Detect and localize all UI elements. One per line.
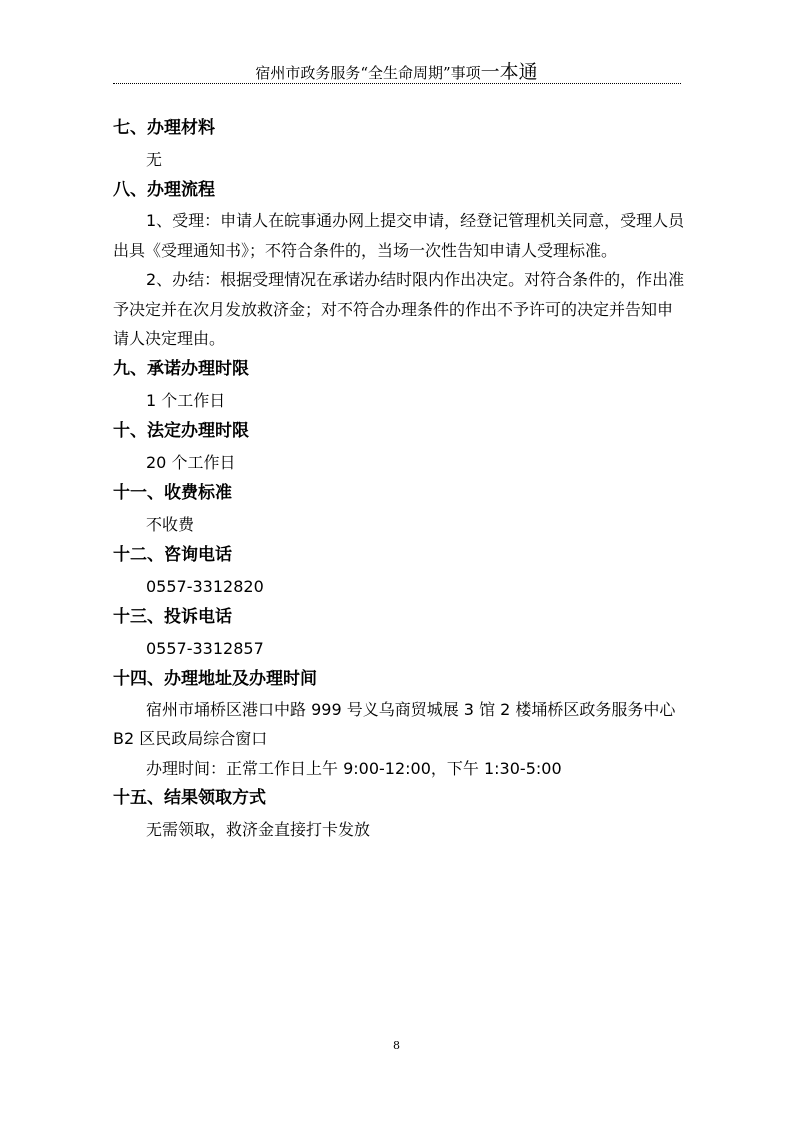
section-heading-promised-time: 九、承诺办理时限 [113,358,249,379]
legal-time-text: 20 个工作日 [146,452,236,472]
office-hours-text: 办理时间：正常工作日上午 9:00-12:00，下午 1:30-5:00 [146,758,562,778]
section-heading-materials: 七、办理材料 [113,118,215,138]
process-step-complete: 2、办结：根据受理情况在承诺办结时限内作出决定。对符合条件的，作出准予决定并在次月发放救济金；对不符合办理条件的作出不予许可的决定并告知申请人决定理由。 [113,270,685,348]
promised-time-text: 1 个工作日 [146,390,226,410]
materials-text: 无 [146,150,163,169]
section-heading-inquiry-phone: 十二、咨询电话 [113,544,232,565]
section-heading-result-collection: 十五、结果领取方式 [113,788,266,808]
header-rule [113,83,681,84]
address-text: 宿州市埇桥区港口中路 999 号义乌商贸城展 3 馆 2 楼埇桥区政务服务中心 B2 区民政局综合窗口 [113,699,676,748]
section-heading-address-hours: 十四、办理地址及办理时间 [113,668,317,689]
process-step-accept: 1、受理：申请人在皖事通办网上提交申请，经登记管理机关同意，受理人员出具《受理通知书》；不符合条件的，当场一次性告知申请人受理标准。 [113,211,685,260]
section-heading-process: 八、办理流程 [113,180,215,200]
header-title-suffix: 一本通 [480,61,538,83]
section-heading-fees: 十一、收费标准 [113,482,232,503]
fees-text: 不收费 [146,514,195,534]
result-collection-text: 无需领取，救济金直接打卡发放 [146,820,371,839]
section-heading-complaint-phone: 十三、投诉电话 [113,606,232,627]
section-heading-legal-time: 十、法定办理时限 [113,420,249,441]
header-title: 宿州市政务服务“全生命周期”事项 [255,64,481,82]
inquiry-phone-text: 0557-3312820 [146,576,264,596]
running-header [0,57,793,84]
complaint-phone-text: 0557-3312857 [146,638,264,658]
document-body [113,113,685,845]
page-number: 8 [393,1039,400,1052]
